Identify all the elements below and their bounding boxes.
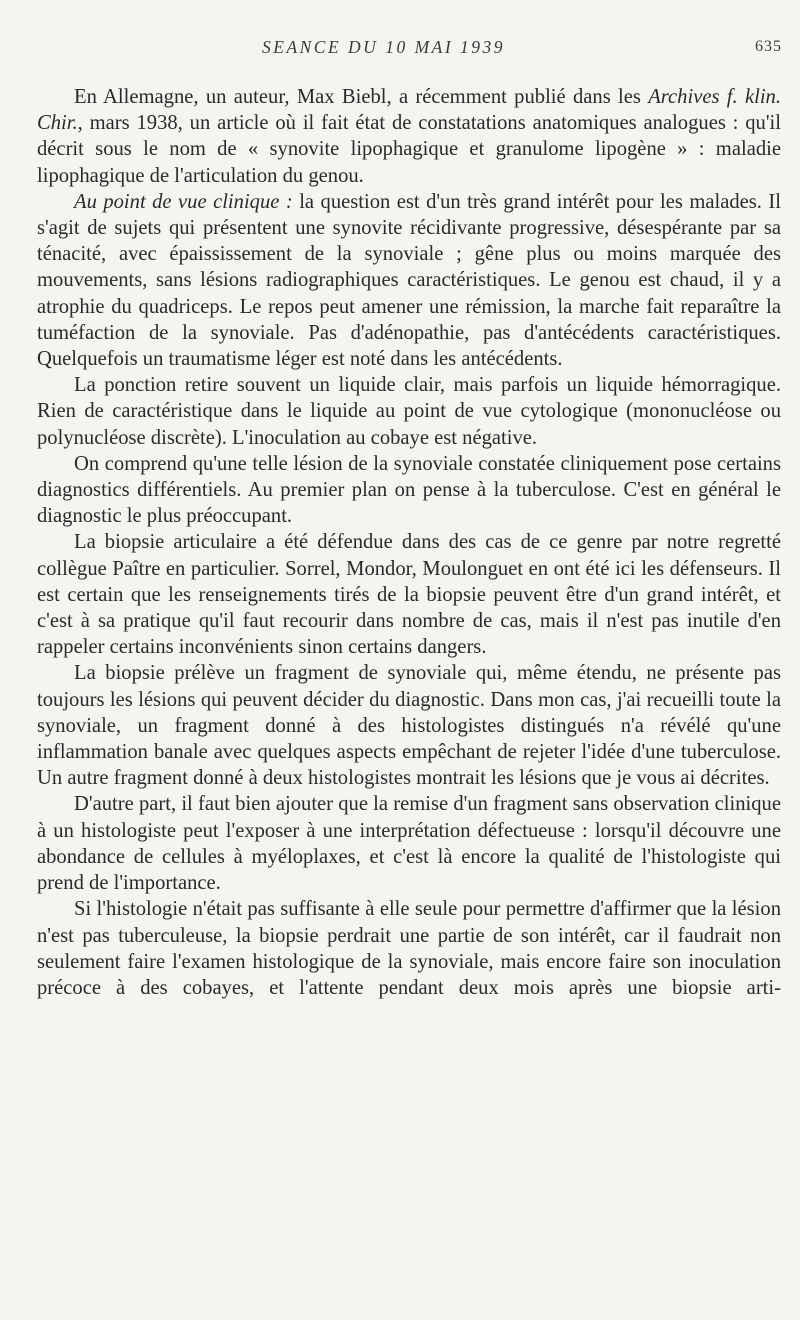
paragraph-diagnostics: On comprend qu'une telle lésion de la synoviale constatée cliniquement pose certains diagnostics différentiels. Au premier plan on pense à la tuberculose. C'est en général le diagnostic le plus préoccupant.	[37, 452, 781, 528]
paragraph-text: la question est d'un très grand intérêt pour les malades. Il s'agit de sujets qui présentent une synovite récidivante progressive, désespérante par sa ténacité, avec épaississement de la synoviale ; gêne plus ou moins marquée des mouvements, sans lésions radiographiques caractéristiques. Le genou est chaud, il y a atrophie du quadriceps. Le repos peut amener une rémission, la marche fait reparaître la tuméfaction de la synoviale. Pas d'adénopathie, pas d'antécédents caractéristiques. Quelquefois un traumatisme léger est noté dans les antécédents.	[37, 190, 781, 371]
section-lead: Au point de vue clinique :	[74, 190, 293, 213]
paragraph-ponction: La ponction retire souvent un liquide clair, mais parfois un liquide hémorragique. Rien de caractéristique dans le liquide au point de vue cytologique (mononucléose ou polynucléose discrète). L'inoculation au cobaye est négative.	[37, 374, 781, 449]
running-head: SEANCE DU 10 MAI 1939	[262, 37, 506, 57]
paragraph-clinical	[37, 189, 781, 372]
page-header	[0, 37, 800, 61]
paragraph-text: , mars 1938, un article où il fait état de constatations anatomiques analogues : qu'il décrit sous le nom de « synovite lipophagique et granulome lipogène » : maladie lipophagique de l'articulation du genou.	[37, 112, 781, 187]
paragraph-biopsie: La biopsie articulaire a été défendue dans des cas de ce genre par notre regretté collègue Paître en particulier. Sorrel, Mondor, Moulonguet en ont été ici les défenseurs. Il est certain que les renseignements tirés de la biopsie peuvent être d'un grand intérêt, et c'est à sa pratique qu'il faut recourir dans nombre de cas, mais il n'est pas inutile d'en rappeler certains inconvénients sinon certains dangers.	[37, 531, 781, 659]
paragraph-biebl	[37, 84, 781, 189]
paragraph-interpretation: D'autre part, il faut bien ajouter que la remise d'un fragment sans observation clinique à un histologiste peut l'exposer à une interprétation défectueuse : lorsqu'il découvre une abondance de cellules à myéloplaxes, et c'est là encore la qualité de l'histologiste qui prend de l'importance.	[37, 793, 781, 895]
paragraph-histologie: Si l'histologie n'était pas suffisante à elle seule pour permettre d'affirmer que la lésion n'est pas tuberculeuse, la biopsie perdrait une partie de son intérêt, car il faudrait non seulement faire l'examen histologique de la synoviale, mais encore faire son inoculation précoce à des cobayes, et l'attente pendant deux mois après une biopsie arti-	[37, 898, 781, 999]
body-text	[37, 84, 781, 1001]
paragraph-text: En Allemagne, un auteur, Max Biebl, a récemment publié dans les	[74, 86, 649, 108]
paragraph-fragment: La biopsie prélève un fragment de synoviale qui, même étendu, ne présente pas toujours les lésions qui peuvent décider du diagnostic. Dans mon cas, j'ai recueilli toute la synoviale, un fragment donné à des histologistes distingués n'a révélé qu'une inflammation banale avec quelques aspects empêchant de rejeter l'idée d'une tuberculose. Un autre fragment donné à deux histologistes montrait les lésions que je vous ai décrites.	[37, 662, 781, 790]
page-number: 635	[755, 38, 782, 55]
journal-title: Archives f. klin. Chir.	[37, 86, 781, 135]
